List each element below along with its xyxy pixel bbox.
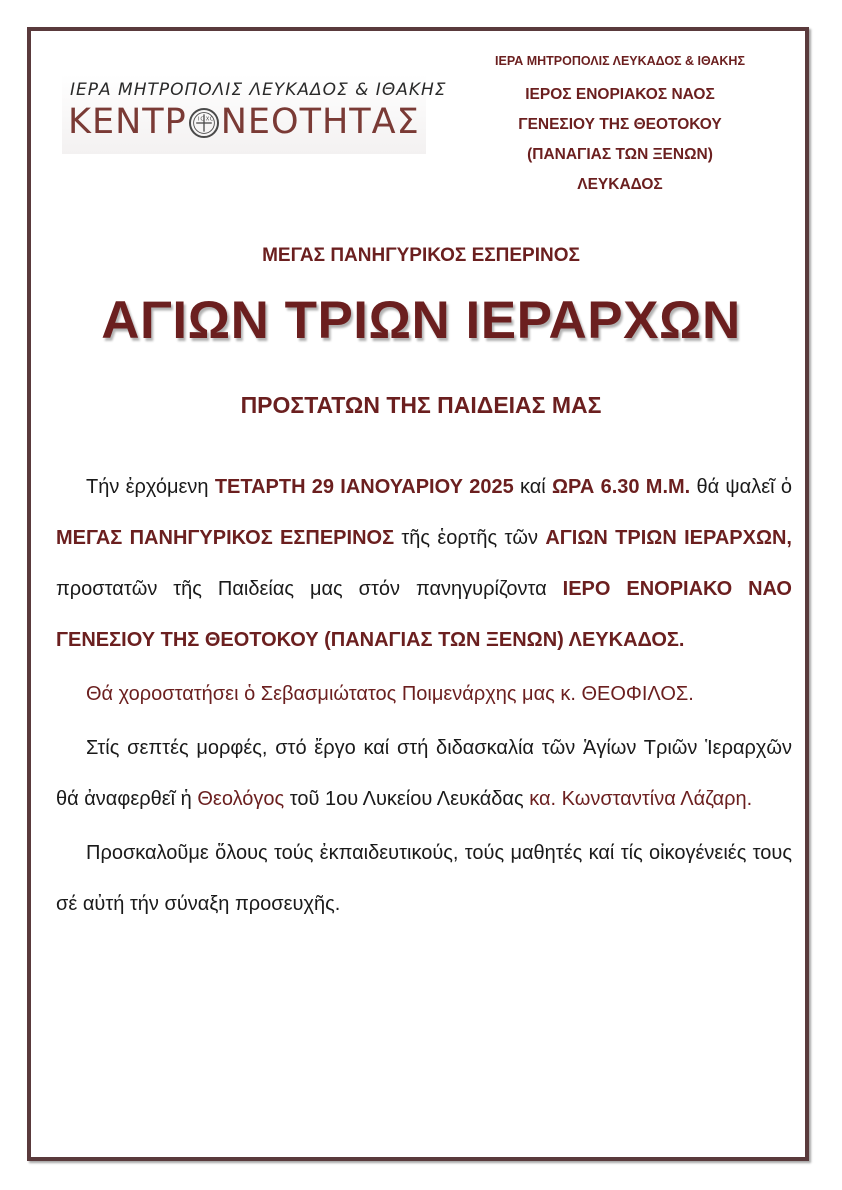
church-line-4: ΛΕΥΚΑΔΟΣ — [577, 176, 663, 193]
logo-text-right: ΝΕΟΤΗΤΑΣ — [220, 102, 420, 142]
logo-text-left: ΚΕΝΤΡ — [68, 102, 187, 142]
paragraph-presiding-bishop: Θά χοροστατήσει ὁ Σεβασμιώτατος Ποιμενάρχης μας κ. ΘΕΟΦΙΛΟΣ. — [86, 683, 694, 705]
announcement-body — [56, 462, 792, 933]
paragraph-event — [56, 462, 792, 666]
text-speaker-intro: Στίς σεπτές μορφές, στό ἔργο καί στή διδασκαλία τῶν Ἁγίων Τριῶν Ἱεραρχῶν θά ἀναφερθεῖ ἡ — [56, 737, 792, 810]
event-time: ΩΡΑ 6.30 Μ.Μ. — [552, 476, 691, 498]
metropolis-name: ΙΕΡΑ ΜΗΤΡΟΠΟΛΙΣ ΛΕΥΚΑΔΟΣ & ΙΘΑΚΗΣ — [495, 54, 745, 68]
text-of-feast: τῆς ἑορτῆς τῶν — [394, 527, 546, 549]
logo-youth-center-text — [68, 102, 420, 142]
church-line-1: ΙΕΡΟΣ ΕΝΟΡΙΑΚΟΣ ΝΑΟΣ — [525, 86, 715, 103]
church-header — [432, 54, 808, 200]
paragraph-invitation: Προσκαλοῦμε ὅλους τούς ἐκπαιδευτικούς, τούς μαθητές καί τίς οἰκογένειές τους σέ αὐτή τήν σύναξη προσευχῆς. — [56, 842, 792, 915]
svg-text:ΙC: ΙC — [197, 116, 205, 123]
text-intro: Τήν ἐρχόμενη — [86, 476, 215, 498]
church-name: ΙΕΡΟ ΕΝΟΡΙΑΚΟ ΝΑΟ ΓΕΝΕΣΙΟΥ ΤΗΣ ΘΕΟΤΟΚΟΥ (ΠΑΝΑΓΙΑΣ ΤΩΝ ΞΕΝΩΝ) ΛΕΥΚΑΔΟΣ. — [56, 578, 792, 651]
text-will-be-chanted: θά ψαλεῖ ὁ — [690, 476, 792, 498]
page-title: ΑΓΙΩΝ ΤΡΙΩΝ ΙΕΡΑΡΧΩΝ — [101, 291, 741, 350]
text-school: τοῦ 1ου Λυκείου Λευκάδας — [284, 788, 530, 810]
church-line-2: ΓΕΝΕΣΙΟΥ ΤΗΣ ΘΕΟΤΟΚΟΥ — [518, 116, 722, 133]
text-and: καί — [513, 476, 552, 498]
feast-name: ΑΓΙΩΝ ΤΡΙΩΝ ΙΕΡΑΡΧΩΝ, — [545, 527, 792, 549]
event-label: ΜΕΓΑΣ ΠΑΝΗΓΥΡΙΚΟΣ ΕΣΠΕΡΙΝΟΣ — [262, 245, 580, 266]
speaker-name: κα. Κωνσταντίνα Λάζαρη. — [529, 788, 753, 810]
text-patrons: προστατῶν τῆς Παιδείας μας στόν πανηγυρίζοντα — [56, 578, 563, 600]
logo-metropolis-text: ΙΕΡΑ ΜΗΤΡΟΠΟΛΙΣ ΛΕΥΚΑΔΟΣ & ΙΘΑΚΗΣ — [70, 80, 447, 100]
christogram-seal-icon — [189, 108, 219, 138]
service-name: ΜΕΓΑΣ ΠΑΝΗΓΥΡΙΚΟΣ ΕΣΠΕΡΙΝΟΣ — [56, 527, 395, 549]
svg-text:XC: XC — [205, 116, 214, 123]
paragraph-speaker — [56, 723, 792, 825]
speaker-role: Θεολόγος — [197, 788, 285, 810]
event-date: ΤΕΤΑΡΤΗ 29 ΙΑΝΟΥΑΡΙΟΥ 2025 — [214, 476, 514, 498]
youth-center-logo — [62, 74, 447, 154]
page-subtitle: ΠΡΟΣΤΑΤΩΝ ΤΗΣ ΠΑΙΔΕΙΑΣ ΜΑΣ — [240, 392, 602, 418]
church-line-3: (ΠΑΝΑΓΙΑΣ ΤΩΝ ΞΕΝΩΝ) — [527, 146, 713, 163]
